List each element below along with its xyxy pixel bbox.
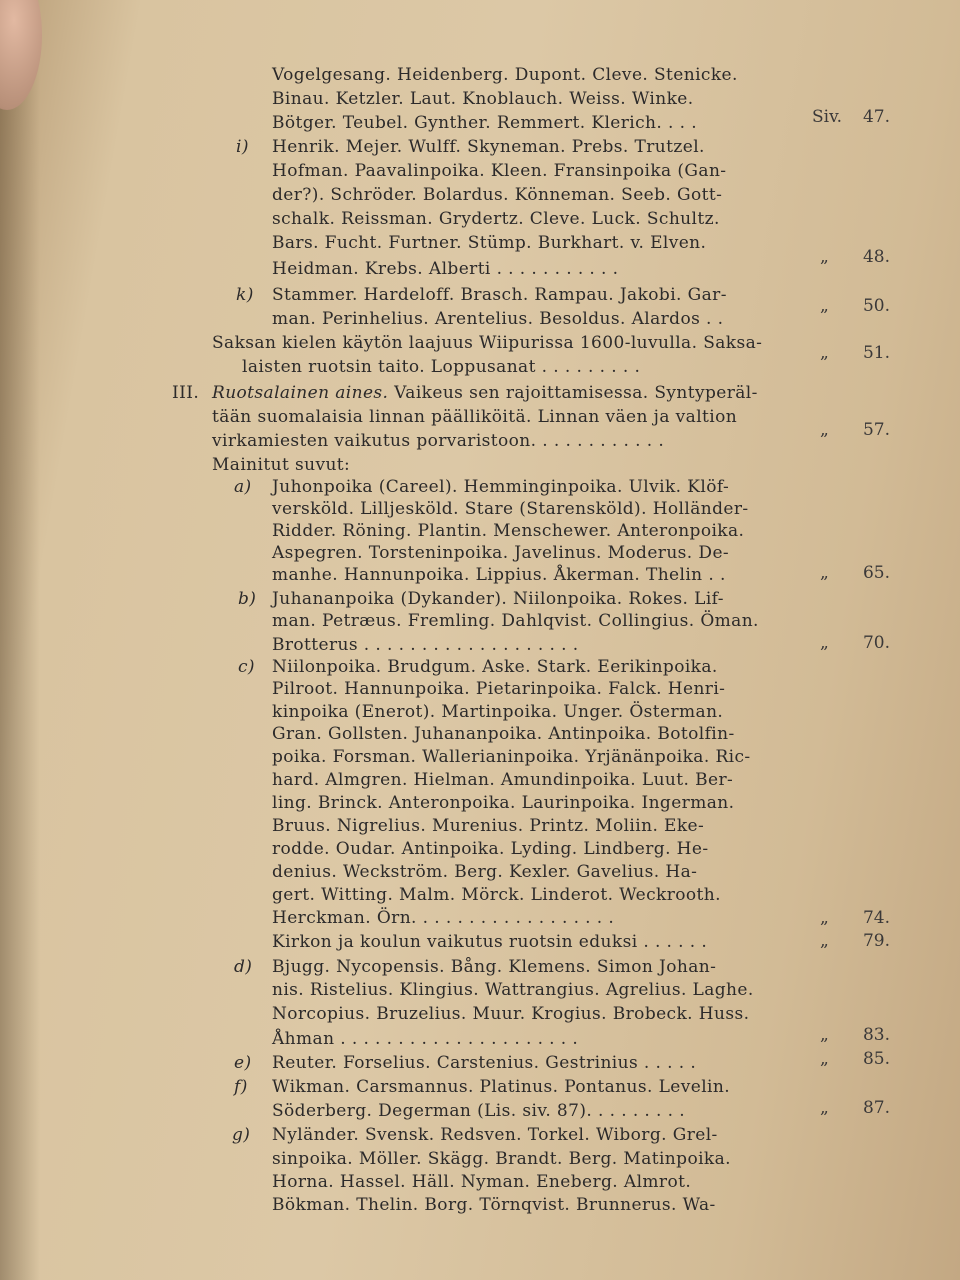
toc-line [160, 791, 800, 815]
line-text: Gran. Gollsten. Juhananpoika. Antinpoika. Botolfin- [272, 724, 735, 744]
toc-line [160, 814, 800, 838]
item-label: a) [234, 477, 252, 497]
line-text: schalk. Reissman. Grydertz. Cleve. Luck. Schultz. [272, 209, 720, 229]
toc-line [160, 700, 800, 724]
toc-line [160, 883, 800, 907]
toc-line [160, 1170, 800, 1194]
item-label: d) [234, 957, 253, 977]
line-text: sinpoika. Möller. Skägg. Brandt. Berg. Matinpoika. [272, 1149, 731, 1169]
item-label: i) [236, 137, 249, 157]
page-ref [790, 1096, 890, 1120]
page-ref [790, 105, 890, 129]
page-number: 85. [862, 1049, 890, 1069]
ditto-mark: „ [820, 633, 829, 653]
page-number: 51. [862, 343, 890, 363]
ditto-mark: „ [820, 1049, 829, 1069]
toc-line [160, 655, 800, 679]
toc-line [160, 1123, 800, 1147]
ditto-mark: „ [820, 247, 829, 267]
line-text: Bötger. Teubel. Gynther. Remmert. Klerich. . . . [272, 113, 698, 133]
line-text: tään suomalaisia linnan päälliköitä. Linnan väen ja valtion [212, 407, 738, 427]
ditto-mark: „ [820, 343, 829, 363]
page-number: 50. [862, 296, 890, 316]
page-ref [790, 294, 890, 318]
line-text: Herckman. Örn. . . . . . . . . . . . . . . . . . [272, 908, 615, 928]
page-number: 48. [862, 247, 890, 267]
line-text: versköld. Lilljesköld. Stare (Starensköld). Holländer- [272, 499, 749, 519]
page-number: 65. [862, 563, 890, 583]
line-text: Norcopius. Bruzelius. Muur. Krogius. Brobeck. Huss. [272, 1004, 750, 1024]
page-ref [790, 418, 890, 442]
siv-marker: Siv. [812, 107, 843, 127]
toc-line [160, 307, 800, 331]
toc-line [160, 257, 800, 281]
toc-line [160, 1075, 800, 1099]
page-ref [790, 561, 890, 585]
toc-line [160, 135, 800, 159]
item-label: c) [238, 657, 255, 677]
line-text: Hofman. Paavalinpoika. Kleen. Fransinpoika (Gan- [272, 161, 727, 181]
line-text: Henrik. Mejer. Wulff. Skyneman. Prebs. Trutzel. [272, 137, 705, 157]
line-text: denius. Weckström. Berg. Kexler. Gavelius. Ha- [272, 862, 698, 882]
toc-line [160, 930, 800, 954]
page-number: 70. [862, 633, 890, 653]
line-text: Juhonpoika (Careel). Hemminginpoika. Ulvik. Klöf- [272, 477, 730, 497]
line-text: der?). Schröder. Bolardus. Könneman. Seeb. Gott- [272, 185, 723, 205]
toc-line [160, 1002, 800, 1026]
toc-line [160, 609, 800, 633]
ditto-mark: „ [820, 908, 829, 928]
page-fold-shadow [0, 0, 40, 1280]
toc-line [160, 283, 800, 307]
ditto-mark: „ [820, 931, 829, 951]
toc-line [160, 207, 800, 231]
toc-line [160, 63, 800, 87]
item-label: f) [234, 1077, 248, 1097]
line-text: Wikman. Carsmannus. Platinus. Pontanus. Levelin. [272, 1077, 731, 1097]
line-text: Vogelgesang. Heidenberg. Dupont. Cleve. Stenicke. [272, 65, 738, 85]
page-ref [790, 1047, 890, 1071]
ditto-mark: „ [820, 563, 829, 583]
page-number: 74. [862, 908, 890, 928]
toc-line [160, 231, 800, 255]
toc-line [160, 87, 800, 111]
ditto-mark: „ [820, 1098, 829, 1118]
line-text: Bars. Fucht. Furtner. Stümp. Burkhart. v. Elven. [272, 233, 707, 253]
line-text: virkamiesten vaikutus porvaristoon. . . . . . . . . . . . [212, 431, 665, 451]
line-text: manhe. Hannunpoika. Lippius. Åkerman. Thelin . . [272, 565, 726, 585]
line-text: nis. Ristelius. Klingius. Wattrangius. Agrelius. Laghe. [272, 980, 754, 1000]
line-text: man. Perinhelius. Arentelius. Besoldus. Alardos . . [272, 309, 724, 329]
line-text: Stammer. Hardeloff. Brasch. Rampau. Jakobi. Gar- [272, 285, 727, 305]
toc-line [160, 1193, 800, 1217]
toc-line [160, 497, 800, 521]
line-text: Ruotsalainen aines. Vaikeus sen rajoittamisessa. Syntyperäl- [212, 383, 758, 403]
line-text: Ridder. Röning. Plantin. Menschewer. Anteronpoika. [272, 521, 745, 541]
line-text: Bruus. Nigrelius. Murenius. Printz. Moliin. Eke- [272, 816, 705, 836]
toc-line [160, 860, 800, 884]
toc-line [160, 1051, 800, 1075]
page-number: 87. [862, 1098, 890, 1118]
toc-line [160, 381, 800, 405]
line-text: Horna. Hassel. Häll. Nyman. Eneberg. Almrot. [272, 1172, 692, 1192]
line-text: laisten ruotsin taito. Loppusanat . . . . . . . . . [242, 357, 641, 377]
line-text: kinpoika (Enerot). Martinpoika. Unger. Österman. [272, 702, 724, 722]
toc-line [160, 722, 800, 746]
line-text: Aspegren. Torsteninpoika. Javelinus. Moderus. De- [272, 543, 730, 563]
page-ref [790, 245, 890, 269]
line-text: Kirkon ja koulun vaikutus ruotsin eduksi . . . . . . [272, 932, 708, 952]
page-number: 79. [862, 931, 890, 951]
item-label: e) [234, 1053, 252, 1073]
line-text: man. Petræus. Fremling. Dahlqvist. Collingius. Öman. [272, 611, 759, 631]
toc-line [160, 519, 800, 543]
line-text: Juhananpoika (Dykander). Niilonpoika. Rokes. Lif- [272, 589, 724, 609]
line-text: Reuter. Forselius. Carstenius. Gestrinius . . . . . [272, 1053, 697, 1073]
toc-line [160, 837, 800, 861]
ditto-mark: „ [820, 296, 829, 316]
toc-line [160, 978, 800, 1002]
line-text: Bökman. Thelin. Borg. Törnqvist. Brunnerus. Wa- [272, 1195, 716, 1215]
ditto-mark: „ [820, 1025, 829, 1045]
line-text: hard. Almgren. Hielman. Amundinpoika. Luut. Ber- [272, 770, 734, 790]
toc-line [160, 587, 800, 611]
line-text: Binau. Ketzler. Laut. Knoblauch. Weiss. Winke. [272, 89, 694, 109]
item-label: b) [238, 589, 257, 609]
line-text: poika. Forsman. Wallerianinpoika. Yrjänänpoika. Ric- [272, 747, 751, 767]
toc-line [160, 111, 800, 135]
page-ref [790, 906, 890, 930]
toc-line [160, 405, 800, 429]
line-text: Saksan kielen käytön laajuus Wiipurissa 1600-luvulla. Saksa- [212, 333, 763, 353]
toc-line [160, 745, 800, 769]
section-number: III. [172, 383, 200, 403]
toc-line [160, 955, 800, 979]
toc-line [160, 677, 800, 701]
page-number: 47. [862, 107, 890, 127]
toc-line [160, 355, 800, 379]
line-text: ling. Brinck. Anteronpoika. Laurinpoika. Ingerman. [272, 793, 735, 813]
toc-line [160, 633, 800, 657]
line-text: Åhman . . . . . . . . . . . . . . . . . . . . . [272, 1029, 579, 1049]
line-text: rodde. Oudar. Antinpoika. Lyding. Lindberg. He- [272, 839, 709, 859]
line-text: Söderberg. Degerman (Lis. siv. 87). . . . . . . . . [272, 1101, 686, 1121]
line-text: Niilonpoika. Brudgum. Aske. Stark. Eerikinpoika. [272, 657, 718, 677]
line-text: Pilroot. Hannunpoika. Pietarinpoika. Falck. Henri- [272, 679, 726, 699]
toc-line [160, 563, 800, 587]
line-text: Bjugg. Nycopensis. Bång. Klemens. Simon Johan- [272, 957, 717, 977]
page-ref [790, 341, 890, 365]
line-text: Heidman. Krebs. Alberti . . . . . . . . . . . [272, 259, 619, 279]
toc-line [160, 906, 800, 930]
page-number: 83. [862, 1025, 890, 1045]
page-number: 57. [862, 420, 890, 440]
toc-line [160, 1099, 800, 1123]
item-label: g) [232, 1125, 251, 1145]
page-ref [790, 631, 890, 655]
line-text: Brotterus . . . . . . . . . . . . . . . . . . . [272, 635, 579, 655]
ditto-mark: „ [820, 420, 829, 440]
line-text: Nyländer. Svensk. Redsven. Torkel. Wiborg. Grel- [272, 1125, 718, 1145]
toc-line [160, 159, 800, 183]
toc-line [160, 1147, 800, 1171]
line-text: gert. Witting. Malm. Mörck. Linderot. Weckrooth. [272, 885, 721, 905]
line-text: Mainitut suvut: [212, 455, 351, 475]
toc-line [160, 475, 800, 499]
page-ref [790, 1023, 890, 1047]
toc-line [160, 331, 800, 355]
toc-line [160, 183, 800, 207]
toc-line [160, 429, 800, 453]
item-label: k) [236, 285, 254, 305]
page-ref [790, 929, 890, 953]
toc-line [160, 1027, 800, 1051]
toc-line [160, 453, 800, 477]
toc-line [160, 541, 800, 565]
toc-line [160, 768, 800, 792]
